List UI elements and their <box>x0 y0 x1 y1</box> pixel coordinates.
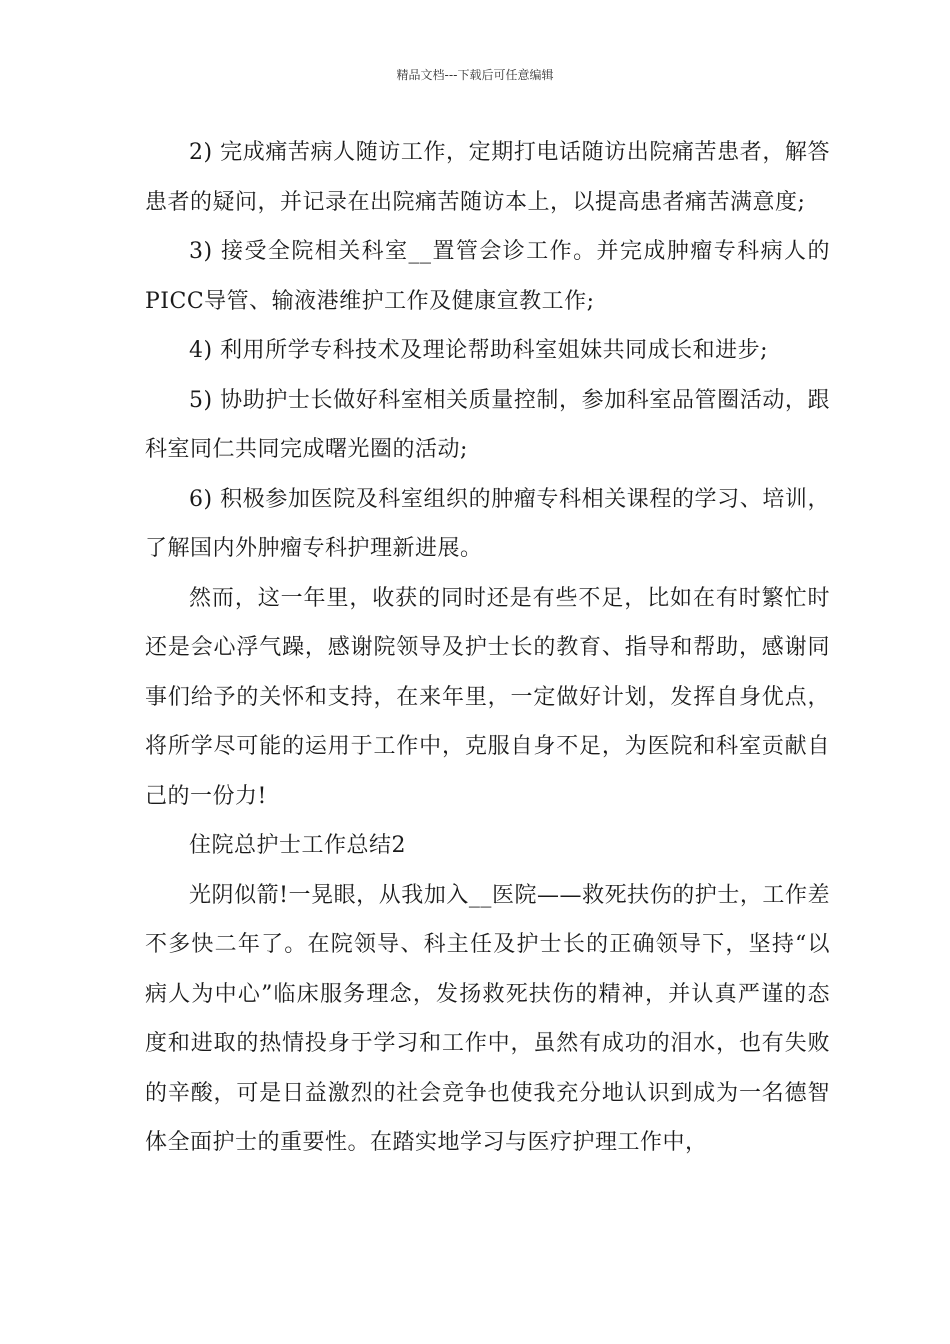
paragraph-item-3: 3) 接受全院相关科室__置管会诊工作。并完成肿瘤专科病人的PICC导管、输液港维护工作及健康宣教工作; <box>145 239 830 314</box>
paragraph-shortcomings: 然而，这一年里，收获的同时还是有些不足，比如在有时繁忙时还是会心浮气躁，感谢院领导及护士长的教育、指导和帮助，感谢同事们给予的关怀和支持，在来年里，一定做好计划，发挥自身优点，将所学尽可能的运用于工作中，克服自身不足，为医院和科室贡献自己的一份力! <box>145 585 830 809</box>
document-body <box>145 128 830 1168</box>
paragraph-intro: 光阴似箭!一晃眼，从我加入__医院——救死扶伤的护士，工作差不多快二年了。在院领导、科主任及护士长的正确领导下，坚持“以病人为中心”临床服务理念，发扬救死扶伤的精神，并认真严谨的态度和进取的热情投身于学习和工作中，虽然有成功的泪水，也有失败的辛酸，可是日益激烈的社会竞争也使我充分地认识到成为一名德智体全面护士的重要性。在踏实地学习与医疗护理工作中， <box>145 882 830 1155</box>
paragraph-item-6: 6) 积极参加医院及科室组织的肿瘤专科相关课程的学习、培训，了解国内外肿瘤专科护理新进展。 <box>145 486 830 561</box>
paragraph-item-4: 4) 利用所学专科技术及理论帮助科室姐妹共同成长和进步; <box>189 338 768 363</box>
paragraph-item-5: 5) 协助护士长做好科室相关质量控制，参加科室品管圈活动，跟科室同仁共同完成曙光圈的活动; <box>145 387 830 462</box>
paragraph-item-2: 2) 完成痛苦病人随访工作，定期打电话随访出院痛苦患者，解答患者的疑问，并记录在出院痛苦随访本上，以提高患者痛苦满意度; <box>145 140 830 215</box>
page-header: 精品文档---下载后可任意编辑 <box>396 68 554 82</box>
section-title: 住院总护士工作总结2 <box>189 833 406 858</box>
